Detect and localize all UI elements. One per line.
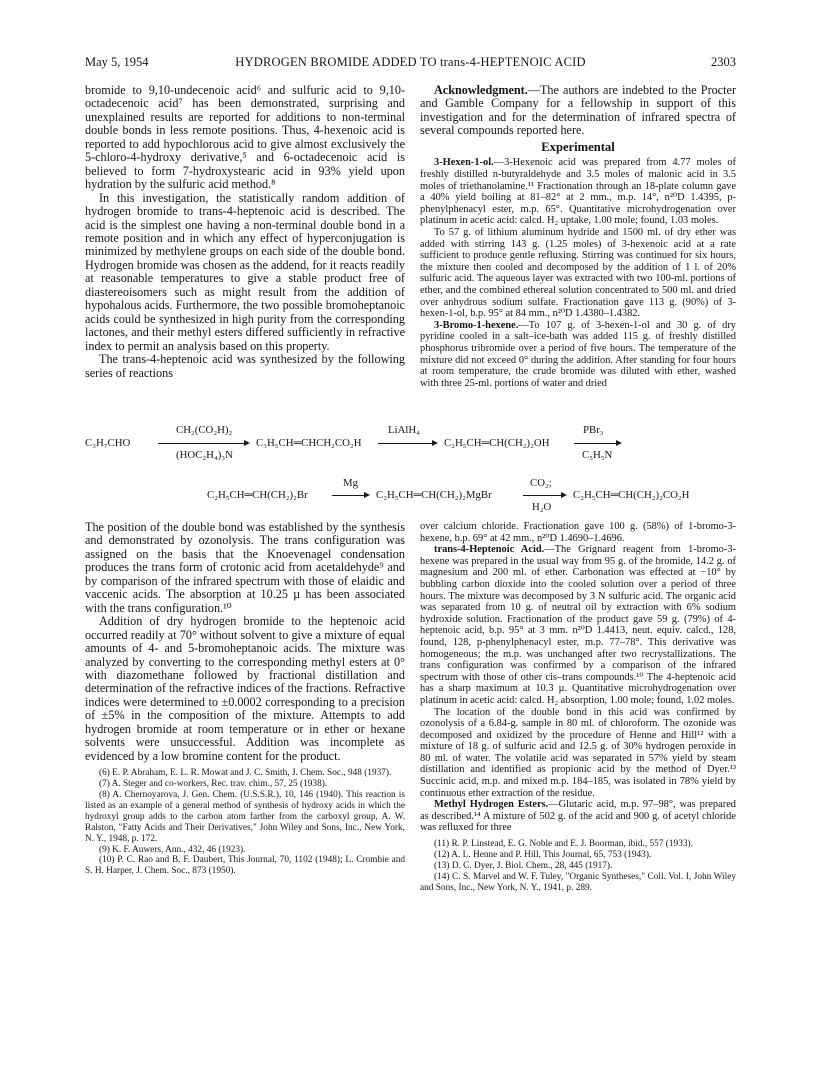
footnote: (9) K. F. Auwers, Ann., 432, 46 (1923). [99, 844, 246, 855]
experimental-paragraph: 3-Bromo-1-hexene.—To 107 g. of 3-hexen-1-ol and 30 g. of dry pyridine cooled in a salt–ice-bath was added 115 g. of freshly distilled phosphorus tribromide over a period of five hours. The temperature of the mixture did not exceed 0° during the addition. After standing for four hours at room temperature, the crude bromide was diluted with ether, washed with three 25-ml. portions of water and dried [420, 319, 736, 389]
reaction-arrow [378, 443, 436, 444]
footnote: (8) A. Chernoyarova, J. Gen. Chem. (U.S.S.R.), 10, 146 (1940). This reaction is listed as an example of a general method of synthesis of hydroxy acids in which the hydroxyl group adds to the carbon atom farther from the carboxyl group, A. W. Ralston, "Fatty Acids and Their Derivatives," John Wiley and Sons, Inc., New York, N. Y., 1948, p. 172. [85, 789, 405, 844]
scheme-reagent-top: CH₂(CO₂H)₂ [176, 424, 233, 436]
header-title: HYDROGEN BROMIDE ADDED TO trans-4-HEPTENOIC ACID [235, 55, 586, 69]
scheme-product: C₃H₅CH═CHCH₂CO₂H [256, 437, 362, 449]
procedure-heading: 3-Hexen-1-ol. [434, 157, 494, 169]
procedure-heading: Methyl Hydrogen Esters. [434, 799, 549, 811]
scheme-reagent-top: CO₂; [530, 477, 552, 489]
experimental-paragraph: Methyl Hydrogen Esters.—Glutaric acid, m.p. 97–98°, was prepared as described.¹⁴ A mixture of 502 g. of the acid and 900 g. of acetyl chloride was refluxed for three [420, 799, 736, 834]
footnotes [85, 768, 405, 877]
procedure-heading: 3-Bromo-1-hexene. [434, 319, 519, 331]
reaction-arrow [332, 495, 368, 496]
acknowledgment-text: —The authors are indebted to the Procter and Gamble Company for a fellowship in support of this investigation and for the determination of infrared spectra of several compounds reported here. [420, 83, 736, 138]
section-heading-experimental: Experimental [541, 139, 615, 154]
header-page-number: 2303 [711, 55, 736, 69]
scheme-reagent-bottom: (HOC₂H₄)₃N [176, 449, 233, 461]
reaction-arrow [523, 495, 565, 496]
left-column-top [85, 84, 405, 380]
header-date: May 5, 1954 [85, 55, 149, 69]
experimental-paragraph: The location of the double bond in this acid was confirmed by ozonolysis of a 6.84-g. sample in 80 ml. of chloroform. The ozonide was decomposed and oxidized by the procedure of Henne and Hill¹² with a mixture of 18 g. of sulfuric acid and 12.5 g. of 30% hydrogen peroxide in 80 ml. of water. The volatile acid was separated in 57% yield by steam distillation and identified as propionic acid by the method of Dyer.¹³ Succinic acid, m.p. and mixed m.p. 184–185, was isolated in 78% yield by continuous ether extraction of the residue. [420, 706, 736, 799]
footnote: (13) D. C. Dyer, J. Biol. Chem., 28, 445 (1917). [434, 860, 613, 871]
body-paragraph: The trans-4-heptenoic acid was synthesized by the following series of reactions [85, 352, 405, 380]
scheme-reagent-top: PBr₃ [583, 424, 604, 436]
acknowledgment-heading: Acknowledgment. [434, 83, 528, 97]
scheme-intermediate: C₂H₅CH═CH(CH₂)₂MgBr [376, 489, 492, 501]
footnote: (12) A. L. Henne and P. Hill, This Journal, 65, 753 (1943). [434, 849, 652, 860]
footnote: (7) A. Steger and co-workers, Rec. trav. chim., 57, 25 (1938). [99, 779, 328, 790]
scheme-reactant: C₂H₅CH═CH(CH₂)₂Br [207, 489, 308, 501]
left-column-bottom [85, 521, 405, 877]
footnote: (11) R. P. Linstead, E. G. Noble and E. J. Boorman, ibid., 557 (1933). [434, 839, 693, 850]
body-paragraph: bromide to 9,10-undecenoic acid⁶ and sulfuric acid to 9,10-octadecenoic acid⁷ has been demonstrated, surprising and unexplained results are reported for additions to non-terminal double bonds in less remote positions. Thus, 4-hexenoic acid is reported to add hypochlorous acid to give almost exclusively the 5-chloro-4-hydroxy derivative,⁵ and 6-octadecenoic acid is believed to form 7-hydroxystearic acid in 93% yield upon hydration by the sulfuric acid method.⁸ [85, 83, 405, 192]
scheme-reagent-bottom: C₅H₅N [582, 449, 613, 461]
reaction-arrow [158, 443, 248, 444]
reaction-arrow [574, 443, 620, 444]
footnotes [420, 839, 736, 894]
footnote: (6) E. P. Abraham, E. L. R. Mowat and J. C. Smith, J. Chem. Soc., 948 (1937). [99, 768, 392, 779]
right-column-bottom [420, 521, 736, 894]
scheme-reactant: C₃H₇CHO [85, 437, 131, 449]
body-paragraph: In this investigation, the statistically random addition of hydrogen bromide to trans-4-heptenoic acid is described. The acid is the simplest one having a non-terminal double bond in a remote position and in which any effect of hyperconjugation is minimized by methylene groups on each side of the double bond. Hydrogen bromide was chosen as the addend, for it reacts readily at reasonable temperatures to give a stable product free of diastereoisomers such as might result from the addition of hypohalous acids. Furthermore, the two possible bromoheptanoic acids could be synthesized in high purity from the corresponding lactones, and their methyl esters differed sufficiently in refractive index to permit an analysis based on this property. [85, 190, 405, 353]
procedure-heading: trans-4-Heptenoic Acid. [434, 544, 545, 556]
acknowledgment-paragraph [420, 84, 736, 138]
experimental-paragraph: over calcium chloride. Fractionation gave 100 g. (58%) of 1-bromo-3-hexene, b.p. 69° at 42 mm., n²⁰D 1.4690–1.4696. [420, 521, 736, 544]
footnote: (14) C. S. Marvel and W. F. Tuley, "Organic Syntheses," Coll. Vol. I, John Wiley and Sons, Inc., New York, N. Y., 1941, p. 289. [420, 871, 736, 893]
experimental-paragraph: trans-4-Heptenoic Acid.—The Grignard reagent from 1-bromo-3-hexene was prepared in the usual way from 95 g. of the bromide, 14.2 g. of magnesium and 200 ml. of ether. Carbonation was effected at −10° by bubbling carbon dioxide into the cooled solution over a period of three hours. The mixture was decomposed by 3 N sulfuric acid. The organic acid was separated from 10 g. of neutral oil by extraction with 6% sodium hydroxide solution. Fractionation of the product gave 59 g. (79%) of 4-heptenoic acid, b.p. 95° at 3 mm. n²⁰D 1.4413, neut. equiv. calcd., 128, found, 128, p-phenylphenacyl ester, m.p. 77–78°. This derivative was homogeneous; the m.p. was unchanged after two recrystallizations. The trans configuration was confirmed by a comparison of the infrared spectrum with those of other cis–trans compounds.¹⁰ The 4-heptenoic acid has a sharp maximum at 10.3 µ. Quantitative microhydrogenation over platinum in acetic acid: calcd. H₂ absorption, 1.00 mole; found, 1.02 moles. [420, 544, 736, 706]
right-column-top [420, 84, 736, 389]
page-header [85, 55, 736, 73]
scheme-reagent-top: LiAlH₄ [388, 424, 420, 436]
scheme-product: C₂H₅CH═CH(CH₂)₂OH [444, 437, 550, 449]
body-paragraph: The position of the double bond was established by the synthesis and demonstrated by ozonolysis. The trans configuration was assigned on the basis that the Knoevenagel condensation produces the trans form of crotonic acid from acetaldehyde⁹ and by comparison of the infrared spectrum with those of elaidic and vaccenic acids. The absorption at 10.25 µ has been associated with the trans configuration.¹⁰ [85, 520, 405, 615]
footnote: (10) P. C. Rao and B. F. Daubert, This Journal, 70, 1102 (1948); L. Crombie and S. H. Harper, J. Chem. Soc., 873 (1950). [85, 855, 405, 877]
experimental-paragraph: 3-Hexen-1-ol.—3-Hexenoic acid was prepared from 4.77 moles of freshly distilled n-butyraldehyde and 3.5 moles of malonic acid in 3.5 moles of triethanolamine.¹¹ Fractionation through an 18-plate column gave a 40% yield boiling at 81–82° at 2 mm., m.p. 14°, n²⁰D 1.4395, p-phenylphenacyl ester, m.p. 65°. Quantitative microhydrogenation over platinum in acetic acid: calcd. H₂ uptake, 1.00 mole; found, 1.03 moles. [420, 157, 736, 227]
scheme-product: C₂H₅CH═CH(CH₂)₂CO₂H [573, 489, 690, 501]
experimental-paragraph: To 57 g. of lithium aluminum hydride and 1500 ml. of dry ether was added with stirring 143 g. (1.25 moles) of 3-hexenoic acid at a rate sufficient to produce gentle refluxing. Stirring was continued for six hours, the mixture then cooled and decomposed by the addition of 1 l. of 20% sulfuric acid. The aqueous layer was extracted with two 100-ml. portions of ether, and the combined ethereal solution concentrated to 500 ml. and dried over anhydrous sodium sulfate. Fractionation gave 113 g. (90%) of 3-hexen-1-ol, b.p. 95° at 84 mm., n²⁰D 1.4380–1.4382. [420, 226, 736, 320]
scheme-reagent-top: Mg [343, 477, 358, 489]
body-paragraph: Addition of dry hydrogen bromide to the heptenoic acid occurred readily at 70° without solvent to give a mixture of equal amounts of 4- and 5-bromoheptanoic acids. The mixture was analyzed by converting to the corresponding methyl esters at 0° with diazomethane followed by fractional distillation and determination of the refractive indices of the fractions. Refractive indices were determined to ±0.0002 corresponding to a precision of ±5% in the composition of the mixture. Attempts to add hydrogen bromide at room temperature or in ether or hexane solvents were unsuccessful. Addition was incomplete as evidenced by a low bromine content for the product. [85, 614, 405, 763]
scheme-reagent-bottom: H₂O [532, 501, 552, 513]
